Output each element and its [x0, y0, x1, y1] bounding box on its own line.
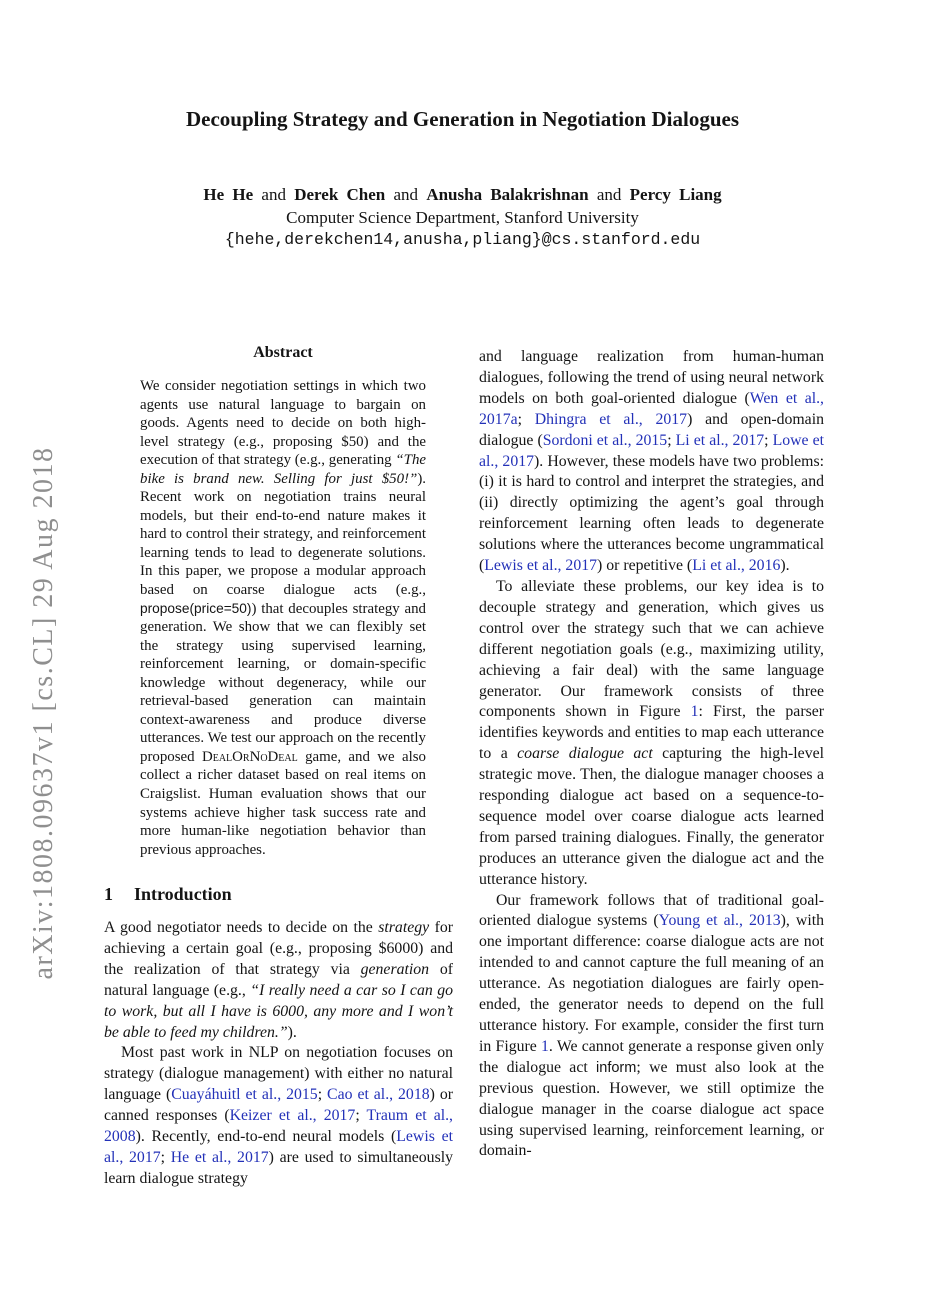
citation-link[interactable]: Traum et al., 2008 — [104, 1107, 454, 1146]
text-run: ; — [764, 431, 773, 449]
text-run: ) and open-domain dialogue ( — [479, 410, 824, 449]
text-run: capturing the high-level strategic move. Then, the dialogue manager chooses a responding dialogue act based on a sequence-to-sequence model over coarse dialogue acts learned from parsed training dialogues. Finally, the generator produces an utterance given the dialogue act and the utterance history. — [479, 745, 824, 888]
citation-link[interactable]: Sordoni et al., 2015 — [542, 431, 668, 449]
citation-link[interactable]: 1 — [690, 703, 699, 721]
text-run: : First, the parser identifies keywords and entities to map each utterance to a — [479, 703, 824, 763]
paragraph — [104, 1043, 453, 1189]
italic-run: generation — [360, 960, 430, 978]
text-run: ) or repetitive ( — [597, 557, 693, 575]
text-run: ). Recent work on negotiation trains neural models, but their end-to-end nature makes it hard to control their strategy, and reinforcement learning tends to lead to degenerate solutions. In this paper, we propose a modular approach based on coarse dialogue acts (e.g., — [140, 470, 426, 599]
text-run: and language realization from human-human dialogues, following the trend of using neural network models on both goal-oriented dialogue ( — [479, 348, 824, 407]
section-title: Introduction — [134, 884, 232, 904]
paragraph — [479, 347, 824, 577]
text-run: ) or canned responses ( — [104, 1086, 454, 1125]
citation-link[interactable]: Li et al., 2017 — [675, 431, 765, 449]
citation-link[interactable]: Young et al., 2013 — [658, 912, 781, 930]
section-number: 1 — [104, 884, 113, 904]
text-run: of natural language (e.g., — [104, 960, 453, 999]
text-run: game, and we also collect a richer dataset based on real items on Craigslist. Human evaluation shows that our systems achieve higher task success rate and more human-like negotiation behavior than previous approaches. — [140, 748, 426, 858]
citation-link[interactable]: Cao et al., 2018 — [327, 1086, 430, 1104]
text-run: ; we must also look at the previous question. However, we still optimize the dialogue manager in the coarse dialogue act space using supervised learning, reinforcement learning, or domain- — [479, 1058, 824, 1160]
text-run: ). — [287, 1023, 297, 1041]
section-heading-introduction — [104, 884, 453, 905]
citation-link[interactable]: 1 — [541, 1037, 549, 1055]
bold-run: Anusha Balakrishnan — [426, 185, 589, 204]
italic-run: “The bike is brand new. Selling for just $50!” — [140, 452, 426, 487]
text-run: A good negotiator needs to decide on the — [104, 919, 379, 936]
intro-paragraphs — [104, 918, 453, 1190]
citation-link[interactable]: Lewis et al., 2017 — [484, 557, 598, 575]
citation-link[interactable]: Li et al., 2016 — [692, 557, 781, 575]
citation-link[interactable]: Lewis et al., 2017 — [104, 1128, 453, 1166]
text-run: We consider negotiation settings in which two agents use natural language to bargain on goods. Agents need to decide on both high-level strategy (e.g., proposing $50) and the execution of that strategy (e.g., generating — [140, 378, 426, 469]
abstract-text — [140, 377, 426, 859]
text-run: To alleviate these problems, our key idea is to decouple strategy and generation, which gives us control over the strategy such that we can achieve different negotiation goals (e.g., maximizing utility, achieving a fair deal) with the same language generator. Our framework consists of three components shown in Figure — [479, 577, 824, 721]
bold-run: He He — [203, 185, 254, 204]
right-column — [479, 347, 824, 1162]
citation-link[interactable]: He et al., 2017 — [170, 1148, 269, 1166]
text-run: ; — [667, 431, 676, 449]
paragraph — [104, 918, 453, 1043]
text-run: and — [253, 185, 295, 204]
text-run: and — [588, 185, 630, 204]
abstract-block — [140, 344, 426, 859]
text-run: ). — [780, 557, 790, 575]
text-run: ). Recently, end-to-end neural models ( — [135, 1128, 397, 1146]
citation-link[interactable]: Wen et al., 2017a — [479, 389, 824, 428]
bold-run: Derek Chen — [294, 185, 386, 204]
citation-link[interactable]: Cuayáhuitl et al., 2015 — [171, 1086, 318, 1104]
citation-link[interactable]: Dhingra et al., 2017 — [534, 410, 688, 428]
smallcaps-name: DealOrNoDeal — [201, 748, 298, 765]
paragraph — [479, 891, 824, 1163]
left-column — [104, 884, 453, 1190]
authors-line — [0, 184, 925, 206]
paper-title: Decoupling Strategy and Generation in Negotiation Dialogues — [185, 107, 739, 131]
text-run: ; — [517, 410, 535, 428]
text-run: ) that decouples strategy and generation. We show that we can flexibly set the strategy using supervised learning, reinforcement learning, or domain-specific knowledge without degeneracy, while our retrieval-based generation can maintain context-awareness and produce diverse utterances. We test our approach on the recently proposed — [140, 600, 426, 765]
abstract-heading: Abstract — [253, 344, 313, 361]
text-run: for achieving a certain goal (e.g., proposing $6000) and the realization of that strategy via — [104, 919, 453, 978]
text-run: ), with one important difference: coarse dialogue acts are not intended to and cannot capture the full meaning of an utterance. As negotiation dialogues are fairly open-ended, the generator needs to depend on the full utterance history. For example, consider the first turn in Figure — [479, 912, 824, 1055]
bold-run: Percy Liang — [629, 185, 722, 204]
text-run: ; — [317, 1086, 328, 1104]
text-run: and — [385, 185, 427, 204]
italic-run: coarse dialogue act — [517, 745, 653, 763]
citation-link[interactable]: Keizer et al., 2017 — [229, 1107, 356, 1125]
text-run: ; — [160, 1148, 171, 1166]
text-run: Most past work in NLP on negotiation focuses on strategy (dialogue management) with either no natural language ( — [104, 1044, 453, 1104]
citation-link[interactable]: Lowe et al., 2017 — [479, 431, 825, 470]
paragraph — [479, 577, 824, 891]
text-run: Our framework follows that of traditional goal-oriented dialogue systems ( — [479, 891, 824, 930]
italic-run: strategy — [378, 919, 430, 936]
text-run: ; — [355, 1107, 367, 1125]
inline-code: inform — [596, 1059, 637, 1076]
text-run: . We cannot generate a response given only the dialogue act — [479, 1037, 824, 1076]
text-run: ). However, these models have two problems: (i) it is hard to control and interpret the strategies, and (ii) directly optimizing the agent’s goal through reinforcement learning often leads to degenerate solutions where the utterances become ungrammatical ( — [479, 452, 825, 575]
affiliation: Computer Science Department, Stanford University — [286, 208, 639, 227]
author-emails: {hehe,derekchen14,anusha,pliang}@cs.stanford.edu — [224, 230, 701, 249]
text-run: ) are used to simultaneously learn dialogue strategy — [104, 1148, 454, 1187]
inline-code: propose(price=50) — [140, 600, 252, 616]
italic-run: “I really need a car so I can go to work, but all I have is 6000, any more and I won’t be able to feed my children.” — [104, 981, 453, 1041]
arxiv-stamp: arXiv:1808.09637v1 [cs.CL] 29 Aug 2018 — [28, 446, 59, 980]
